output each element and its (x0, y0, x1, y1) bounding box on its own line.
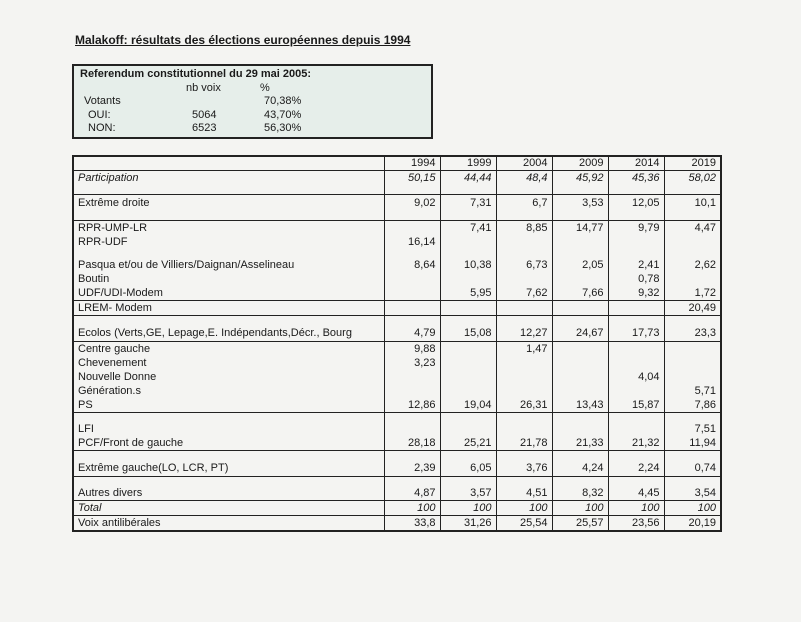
spacer-row (73, 249, 721, 258)
value-cell: 28,18 (384, 436, 440, 451)
value-cell: 10,38 (440, 258, 496, 272)
value-cell (664, 342, 721, 357)
value-cell (496, 211, 552, 221)
value-cell: 8,32 (552, 486, 608, 501)
value-cell (440, 477, 496, 487)
value-cell (440, 301, 496, 316)
value-cell: 3,23 (384, 356, 440, 370)
table-row (73, 171, 721, 186)
value-cell (384, 422, 440, 436)
value-cell (608, 301, 664, 316)
value-cell: 2,05 (552, 258, 608, 272)
value-cell (440, 211, 496, 221)
value-cell: 3,57 (440, 486, 496, 501)
value-cell: 4,47 (664, 221, 721, 236)
value-cell (664, 370, 721, 384)
value-cell (496, 370, 552, 384)
table-row (73, 272, 721, 286)
table-row (73, 258, 721, 272)
value-cell (440, 235, 496, 249)
value-cell (384, 370, 440, 384)
row-label: PCF/Front de gauche (73, 436, 384, 451)
value-cell (496, 356, 552, 370)
row-label: LREM- Modem (73, 301, 384, 316)
results-table (72, 155, 722, 532)
row-label: Pasqua et/ou de Villiers/Daignan/Asselineau (73, 258, 384, 272)
value-cell: 4,79 (384, 325, 440, 342)
value-cell: 13,43 (552, 398, 608, 413)
value-cell (440, 316, 496, 326)
value-cell: 21,78 (496, 436, 552, 451)
referendum-pct-non: 56,30% (264, 122, 302, 134)
value-cell: 50,15 (384, 171, 440, 186)
value-cell: 11,94 (664, 436, 721, 451)
value-cell (552, 451, 608, 461)
value-cell (664, 356, 721, 370)
table-row (73, 235, 721, 249)
value-cell: 45,92 (552, 171, 608, 186)
value-cell: 7,41 (440, 221, 496, 236)
value-cell: 26,31 (496, 398, 552, 413)
value-cell (440, 384, 496, 398)
value-cell (496, 301, 552, 316)
value-cell (664, 249, 721, 258)
value-cell (496, 477, 552, 487)
table-row (73, 398, 721, 413)
value-cell (384, 413, 440, 423)
referendum-votes-oui: 5064 (192, 109, 217, 121)
value-cell: 23,3 (664, 325, 721, 342)
value-cell: 20,49 (664, 301, 721, 316)
value-cell: 8,85 (496, 221, 552, 236)
value-cell (496, 185, 552, 195)
value-cell (440, 413, 496, 423)
value-cell (384, 384, 440, 398)
value-cell: 4,87 (384, 486, 440, 501)
value-cell: 9,79 (608, 221, 664, 236)
value-cell (552, 249, 608, 258)
value-cell: 20,19 (664, 516, 721, 532)
value-cell: 6,73 (496, 258, 552, 272)
value-cell: 1,72 (664, 286, 721, 301)
value-cell (384, 301, 440, 316)
value-cell (664, 272, 721, 286)
value-cell: 21,33 (552, 436, 608, 451)
value-cell: 2,39 (384, 460, 440, 477)
value-cell (608, 235, 664, 249)
value-cell (440, 342, 496, 357)
value-cell (496, 422, 552, 436)
row-label: Autres divers (73, 486, 384, 501)
page-title: Malakoff: résultats des élections européennes depuis 1994 (75, 33, 411, 47)
value-cell (552, 370, 608, 384)
value-cell: 5,71 (664, 384, 721, 398)
value-cell: 48,4 (496, 171, 552, 186)
row-label: Centre gauche (73, 342, 384, 357)
value-cell: 100 (608, 501, 664, 516)
referendum-votes-non: 6523 (192, 122, 217, 134)
table-row (73, 301, 721, 316)
value-cell (384, 211, 440, 221)
table-row (73, 486, 721, 501)
value-cell (440, 249, 496, 258)
value-cell (440, 370, 496, 384)
value-cell (608, 211, 664, 221)
table-row (73, 342, 721, 357)
referendum-title: Referendum constitutionnel du 29 mai 2005: (80, 68, 312, 80)
value-cell (608, 342, 664, 357)
value-cell: 0,78 (608, 272, 664, 286)
header-year: 1999 (440, 156, 496, 171)
row-label (73, 316, 384, 326)
value-cell: 6,7 (496, 195, 552, 212)
value-cell: 8,64 (384, 258, 440, 272)
value-cell: 4,45 (608, 486, 664, 501)
header-year: 2019 (664, 156, 721, 171)
value-cell (384, 316, 440, 326)
value-cell (496, 384, 552, 398)
value-cell: 100 (664, 501, 721, 516)
table-row (73, 516, 721, 532)
row-label: LFI (73, 422, 384, 436)
value-cell: 9,02 (384, 195, 440, 212)
value-cell: 100 (440, 501, 496, 516)
value-cell: 21,32 (608, 436, 664, 451)
table-row (73, 370, 721, 384)
value-cell (440, 185, 496, 195)
header-row (73, 156, 721, 171)
value-cell (384, 249, 440, 258)
value-cell: 7,31 (440, 195, 496, 212)
value-cell (664, 413, 721, 423)
row-label: Génération.s (73, 384, 384, 398)
value-cell: 4,04 (608, 370, 664, 384)
spacer-row (73, 185, 721, 195)
value-cell (608, 316, 664, 326)
row-label: Nouvelle Donne (73, 370, 384, 384)
value-cell: 7,62 (496, 286, 552, 301)
value-cell: 0,74 (664, 460, 721, 477)
value-cell (552, 235, 608, 249)
value-cell: 3,54 (664, 486, 721, 501)
value-cell (384, 477, 440, 487)
value-cell: 5,95 (440, 286, 496, 301)
value-cell (552, 477, 608, 487)
value-cell (608, 249, 664, 258)
value-cell: 15,87 (608, 398, 664, 413)
value-cell (552, 301, 608, 316)
value-cell: 17,73 (608, 325, 664, 342)
value-cell (552, 185, 608, 195)
value-cell (664, 211, 721, 221)
value-cell (496, 413, 552, 423)
referendum-pct-oui: 43,70% (264, 109, 302, 121)
value-cell (496, 249, 552, 258)
spacer-row (73, 451, 721, 461)
value-cell (384, 286, 440, 301)
value-cell: 2,41 (608, 258, 664, 272)
spacer-row (73, 477, 721, 487)
row-label: Voix antilibérales (73, 516, 384, 532)
header-year: 2004 (496, 156, 552, 171)
value-cell: 9,32 (608, 286, 664, 301)
value-cell: 44,44 (440, 171, 496, 186)
value-cell (440, 356, 496, 370)
value-cell (384, 221, 440, 236)
spacer-row (73, 211, 721, 221)
referendum-box (72, 64, 433, 139)
value-cell (384, 451, 440, 461)
value-cell: 2,62 (664, 258, 721, 272)
header-year: 2014 (608, 156, 664, 171)
row-label: Total (73, 501, 384, 516)
value-cell (440, 272, 496, 286)
value-cell (608, 422, 664, 436)
value-cell (496, 451, 552, 461)
row-label: RPR-UDF (73, 235, 384, 249)
row-label: UDF/UDI-Modem (73, 286, 384, 301)
value-cell (552, 356, 608, 370)
value-cell (552, 272, 608, 286)
value-cell: 12,05 (608, 195, 664, 212)
referendum-col-pct: % (260, 82, 270, 94)
row-label (73, 211, 384, 221)
value-cell (664, 185, 721, 195)
value-cell: 14,77 (552, 221, 608, 236)
value-cell: 4,51 (496, 486, 552, 501)
value-cell (608, 384, 664, 398)
value-cell (384, 185, 440, 195)
row-label: RPR-UMP-LR (73, 221, 384, 236)
value-cell: 12,27 (496, 325, 552, 342)
value-cell: 7,66 (552, 286, 608, 301)
value-cell: 1,47 (496, 342, 552, 357)
referendum-label-votants: Votants (84, 95, 121, 107)
row-label (73, 413, 384, 423)
value-cell (440, 422, 496, 436)
referendum-label-non: NON: (88, 122, 116, 134)
value-cell: 15,08 (440, 325, 496, 342)
row-label (73, 477, 384, 487)
value-cell: 10,1 (664, 195, 721, 212)
row-label: Boutin (73, 272, 384, 286)
value-cell (608, 451, 664, 461)
value-cell: 6,05 (440, 460, 496, 477)
value-cell (384, 272, 440, 286)
value-cell (664, 451, 721, 461)
value-cell: 58,02 (664, 171, 721, 186)
spacer-row (73, 413, 721, 423)
row-label: Ecolos (Verts,GE, Lepage,E. Indépendants,Décr., Bourg (73, 325, 384, 342)
value-cell: 100 (384, 501, 440, 516)
value-cell (552, 342, 608, 357)
header-year: 2009 (552, 156, 608, 171)
value-cell (552, 211, 608, 221)
value-cell: 100 (552, 501, 608, 516)
value-cell (552, 413, 608, 423)
table-row (73, 501, 721, 516)
value-cell: 23,56 (608, 516, 664, 532)
value-cell: 9,88 (384, 342, 440, 357)
value-cell: 7,86 (664, 398, 721, 413)
table-row (73, 356, 721, 370)
value-cell: 19,04 (440, 398, 496, 413)
row-label: Chevenement (73, 356, 384, 370)
value-cell (608, 477, 664, 487)
value-cell (496, 235, 552, 249)
row-label: PS (73, 398, 384, 413)
value-cell: 25,57 (552, 516, 608, 532)
row-label: Participation (73, 171, 384, 186)
value-cell: 31,26 (440, 516, 496, 532)
value-cell (440, 451, 496, 461)
value-cell (496, 272, 552, 286)
value-cell: 12,86 (384, 398, 440, 413)
table-row (73, 195, 721, 212)
referendum-pct-votants: 70,38% (264, 95, 302, 107)
table-row (73, 286, 721, 301)
table-row (73, 325, 721, 342)
table-row (73, 436, 721, 451)
header-year: 1994 (384, 156, 440, 171)
value-cell: 33,8 (384, 516, 440, 532)
table-row (73, 460, 721, 477)
value-cell: 2,24 (608, 460, 664, 477)
table-row (73, 422, 721, 436)
row-label: Extrême droite (73, 195, 384, 212)
value-cell: 7,51 (664, 422, 721, 436)
header-label-cell (73, 156, 384, 171)
row-label (73, 185, 384, 195)
results-body (73, 156, 721, 531)
value-cell: 4,24 (552, 460, 608, 477)
value-cell (608, 413, 664, 423)
value-cell: 16,14 (384, 235, 440, 249)
value-cell (552, 384, 608, 398)
value-cell (552, 316, 608, 326)
referendum-label-oui: OUI: (88, 109, 111, 121)
row-label (73, 451, 384, 461)
value-cell (496, 316, 552, 326)
value-cell: 24,67 (552, 325, 608, 342)
value-cell: 25,54 (496, 516, 552, 532)
value-cell (608, 356, 664, 370)
value-cell (664, 477, 721, 487)
table-row (73, 384, 721, 398)
value-cell (664, 235, 721, 249)
value-cell: 100 (496, 501, 552, 516)
value-cell: 25,21 (440, 436, 496, 451)
spacer-row (73, 316, 721, 326)
value-cell (664, 316, 721, 326)
value-cell: 45,36 (608, 171, 664, 186)
referendum-col-votes: nb voix (186, 82, 221, 94)
value-cell (608, 185, 664, 195)
row-label: Extrême gauche(LO, LCR, PT) (73, 460, 384, 477)
value-cell (552, 422, 608, 436)
value-cell: 3,76 (496, 460, 552, 477)
table-row (73, 221, 721, 236)
row-label (73, 249, 384, 258)
value-cell: 3,53 (552, 195, 608, 212)
